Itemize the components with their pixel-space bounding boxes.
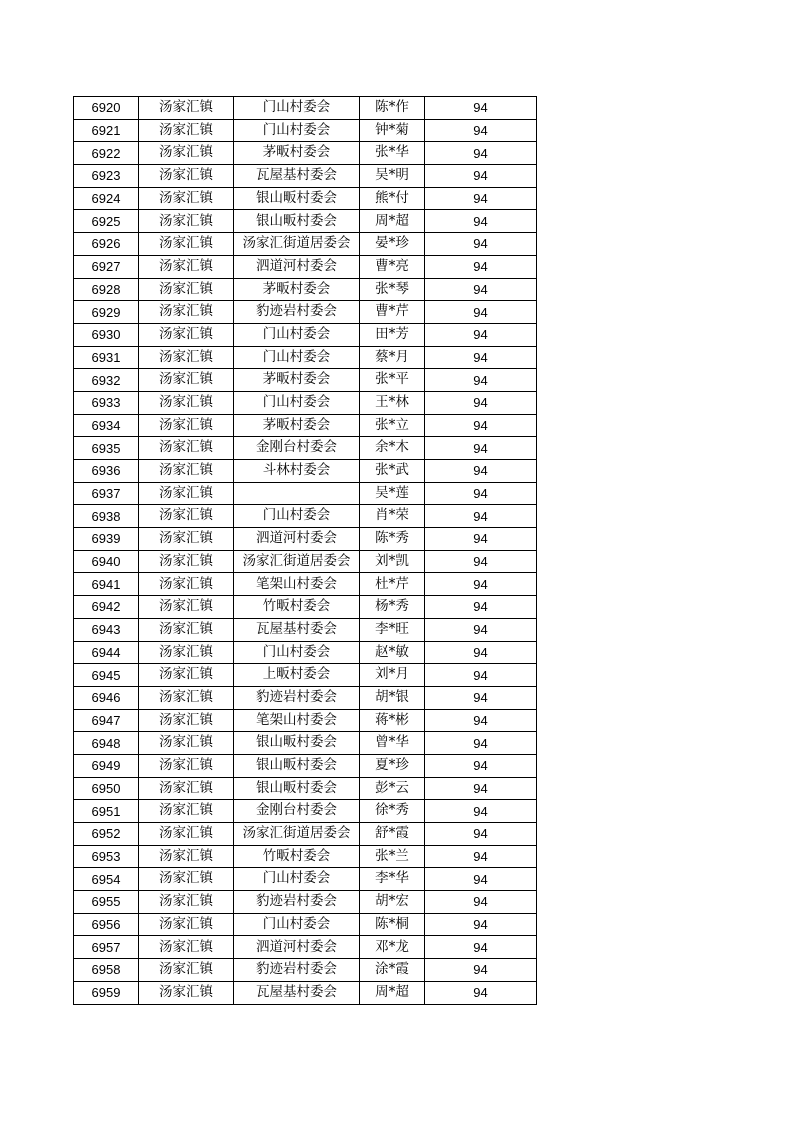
id-cell: 6935 — [74, 437, 139, 460]
committee-cell: 门山村委会 — [234, 323, 360, 346]
town-cell: 汤家汇镇 — [139, 618, 234, 641]
score-cell: 94 — [425, 301, 537, 324]
name-cell: 曹*芹 — [360, 301, 425, 324]
score-cell: 94 — [425, 369, 537, 392]
name-cell: 杨*秀 — [360, 596, 425, 619]
committee-cell: 上畈村委会 — [234, 664, 360, 687]
id-cell: 6938 — [74, 505, 139, 528]
name-cell: 赵*敏 — [360, 641, 425, 664]
score-cell: 94 — [425, 528, 537, 551]
table-row — [74, 868, 537, 891]
town-cell: 汤家汇镇 — [139, 664, 234, 687]
table-row — [74, 959, 537, 982]
table-row — [74, 346, 537, 369]
id-cell: 6950 — [74, 777, 139, 800]
id-cell: 6942 — [74, 596, 139, 619]
score-cell: 94 — [425, 505, 537, 528]
committee-cell: 豹迹岩村委会 — [234, 301, 360, 324]
table-row — [74, 233, 537, 256]
table-row — [74, 913, 537, 936]
table-row — [74, 709, 537, 732]
id-cell: 6923 — [74, 165, 139, 188]
score-cell: 94 — [425, 981, 537, 1004]
score-cell: 94 — [425, 550, 537, 573]
score-cell: 94 — [425, 346, 537, 369]
name-cell: 周*超 — [360, 210, 425, 233]
table-body — [74, 97, 537, 1005]
score-cell: 94 — [425, 165, 537, 188]
name-cell: 蔡*月 — [360, 346, 425, 369]
town-cell: 汤家汇镇 — [139, 323, 234, 346]
id-cell: 6957 — [74, 936, 139, 959]
name-cell: 张*兰 — [360, 845, 425, 868]
name-cell: 周*超 — [360, 981, 425, 1004]
committee-cell: 银山畈村委会 — [234, 754, 360, 777]
id-cell: 6922 — [74, 142, 139, 165]
score-cell: 94 — [425, 596, 537, 619]
committee-cell: 泗道河村委会 — [234, 528, 360, 551]
score-cell: 94 — [425, 573, 537, 596]
table-row — [74, 732, 537, 755]
id-cell: 6949 — [74, 754, 139, 777]
committee-cell: 汤家汇街道居委会 — [234, 823, 360, 846]
table-row — [74, 255, 537, 278]
table-row — [74, 845, 537, 868]
town-cell: 汤家汇镇 — [139, 187, 234, 210]
score-cell: 94 — [425, 891, 537, 914]
town-cell: 汤家汇镇 — [139, 891, 234, 914]
town-cell: 汤家汇镇 — [139, 868, 234, 891]
town-cell: 汤家汇镇 — [139, 233, 234, 256]
town-cell: 汤家汇镇 — [139, 142, 234, 165]
name-cell: 陈*作 — [360, 97, 425, 120]
committee-cell: 门山村委会 — [234, 119, 360, 142]
name-cell: 张*平 — [360, 369, 425, 392]
score-cell: 94 — [425, 119, 537, 142]
committee-cell: 银山畈村委会 — [234, 732, 360, 755]
committee-cell: 茅畈村委会 — [234, 369, 360, 392]
table-row — [74, 891, 537, 914]
score-cell: 94 — [425, 323, 537, 346]
name-cell: 舒*霞 — [360, 823, 425, 846]
score-cell: 94 — [425, 233, 537, 256]
name-cell: 刘*凯 — [360, 550, 425, 573]
town-cell: 汤家汇镇 — [139, 981, 234, 1004]
score-cell: 94 — [425, 414, 537, 437]
town-cell: 汤家汇镇 — [139, 165, 234, 188]
committee-cell: 门山村委会 — [234, 391, 360, 414]
name-cell: 蒋*彬 — [360, 709, 425, 732]
id-cell: 6954 — [74, 868, 139, 891]
table-row — [74, 550, 537, 573]
score-cell: 94 — [425, 936, 537, 959]
score-cell: 94 — [425, 709, 537, 732]
committee-cell: 茅畈村委会 — [234, 278, 360, 301]
score-cell: 94 — [425, 278, 537, 301]
score-cell: 94 — [425, 210, 537, 233]
id-cell: 6955 — [74, 891, 139, 914]
table-row — [74, 664, 537, 687]
committee-cell: 豹迹岩村委会 — [234, 686, 360, 709]
name-cell: 涂*霞 — [360, 959, 425, 982]
name-cell: 吴*莲 — [360, 482, 425, 505]
town-cell: 汤家汇镇 — [139, 936, 234, 959]
town-cell: 汤家汇镇 — [139, 346, 234, 369]
table-row — [74, 460, 537, 483]
id-cell: 6936 — [74, 460, 139, 483]
score-cell: 94 — [425, 255, 537, 278]
table-row — [74, 482, 537, 505]
score-cell: 94 — [425, 641, 537, 664]
name-cell: 邓*龙 — [360, 936, 425, 959]
committee-cell: 瓦屋基村委会 — [234, 165, 360, 188]
name-cell: 彭*云 — [360, 777, 425, 800]
town-cell: 汤家汇镇 — [139, 550, 234, 573]
table-row — [74, 391, 537, 414]
table-row — [74, 187, 537, 210]
name-cell: 张*华 — [360, 142, 425, 165]
id-cell: 6956 — [74, 913, 139, 936]
table-row — [74, 210, 537, 233]
score-cell: 94 — [425, 913, 537, 936]
town-cell: 汤家汇镇 — [139, 505, 234, 528]
name-cell: 吴*明 — [360, 165, 425, 188]
committee-cell: 瓦屋基村委会 — [234, 618, 360, 641]
town-cell: 汤家汇镇 — [139, 732, 234, 755]
name-cell: 晏*珍 — [360, 233, 425, 256]
committee-cell: 茅畈村委会 — [234, 414, 360, 437]
id-cell: 6940 — [74, 550, 139, 573]
score-cell: 94 — [425, 187, 537, 210]
id-cell: 6925 — [74, 210, 139, 233]
name-cell: 余*木 — [360, 437, 425, 460]
town-cell: 汤家汇镇 — [139, 97, 234, 120]
name-cell: 田*芳 — [360, 323, 425, 346]
score-cell: 94 — [425, 845, 537, 868]
id-cell: 6926 — [74, 233, 139, 256]
data-table — [73, 96, 537, 1005]
committee-cell: 银山畈村委会 — [234, 777, 360, 800]
name-cell: 刘*月 — [360, 664, 425, 687]
committee-cell: 笔架山村委会 — [234, 573, 360, 596]
committee-cell: 银山畈村委会 — [234, 210, 360, 233]
table-row — [74, 437, 537, 460]
name-cell: 徐*秀 — [360, 800, 425, 823]
name-cell: 张*武 — [360, 460, 425, 483]
town-cell: 汤家汇镇 — [139, 482, 234, 505]
committee-cell: 豹迹岩村委会 — [234, 959, 360, 982]
town-cell: 汤家汇镇 — [139, 414, 234, 437]
table-row — [74, 278, 537, 301]
name-cell: 李*华 — [360, 868, 425, 891]
score-cell: 94 — [425, 482, 537, 505]
id-cell: 6929 — [74, 301, 139, 324]
score-cell: 94 — [425, 868, 537, 891]
committee-cell — [234, 482, 360, 505]
id-cell: 6931 — [74, 346, 139, 369]
id-cell: 6948 — [74, 732, 139, 755]
table-row — [74, 301, 537, 324]
town-cell: 汤家汇镇 — [139, 823, 234, 846]
id-cell: 6946 — [74, 686, 139, 709]
id-cell: 6944 — [74, 641, 139, 664]
table-row — [74, 596, 537, 619]
table-row — [74, 754, 537, 777]
town-cell: 汤家汇镇 — [139, 596, 234, 619]
table-row — [74, 936, 537, 959]
town-cell: 汤家汇镇 — [139, 754, 234, 777]
table-row — [74, 165, 537, 188]
town-cell: 汤家汇镇 — [139, 119, 234, 142]
table-row — [74, 323, 537, 346]
table-row — [74, 777, 537, 800]
id-cell: 6928 — [74, 278, 139, 301]
id-cell: 6941 — [74, 573, 139, 596]
name-cell: 胡*宏 — [360, 891, 425, 914]
score-cell: 94 — [425, 391, 537, 414]
town-cell: 汤家汇镇 — [139, 210, 234, 233]
id-cell: 6959 — [74, 981, 139, 1004]
id-cell: 6958 — [74, 959, 139, 982]
committee-cell: 豹迹岩村委会 — [234, 891, 360, 914]
town-cell: 汤家汇镇 — [139, 686, 234, 709]
table-row — [74, 800, 537, 823]
town-cell: 汤家汇镇 — [139, 391, 234, 414]
town-cell: 汤家汇镇 — [139, 845, 234, 868]
name-cell: 夏*珍 — [360, 754, 425, 777]
id-cell: 6930 — [74, 323, 139, 346]
id-cell: 6939 — [74, 528, 139, 551]
score-cell: 94 — [425, 460, 537, 483]
name-cell: 王*林 — [360, 391, 425, 414]
score-cell: 94 — [425, 142, 537, 165]
id-cell: 6952 — [74, 823, 139, 846]
committee-cell: 门山村委会 — [234, 505, 360, 528]
committee-cell: 汤家汇街道居委会 — [234, 233, 360, 256]
score-cell: 94 — [425, 686, 537, 709]
town-cell: 汤家汇镇 — [139, 460, 234, 483]
table-row — [74, 528, 537, 551]
score-cell: 94 — [425, 754, 537, 777]
town-cell: 汤家汇镇 — [139, 641, 234, 664]
committee-cell: 汤家汇街道居委会 — [234, 550, 360, 573]
town-cell: 汤家汇镇 — [139, 777, 234, 800]
name-cell: 熊*付 — [360, 187, 425, 210]
town-cell: 汤家汇镇 — [139, 255, 234, 278]
score-cell: 94 — [425, 800, 537, 823]
name-cell: 曹*亮 — [360, 255, 425, 278]
name-cell: 陈*秀 — [360, 528, 425, 551]
score-cell: 94 — [425, 732, 537, 755]
name-cell: 肖*荣 — [360, 505, 425, 528]
name-cell: 张*琴 — [360, 278, 425, 301]
town-cell: 汤家汇镇 — [139, 437, 234, 460]
committee-cell: 斗林村委会 — [234, 460, 360, 483]
table-row — [74, 119, 537, 142]
score-cell: 94 — [425, 823, 537, 846]
score-cell: 94 — [425, 618, 537, 641]
town-cell: 汤家汇镇 — [139, 528, 234, 551]
table-row — [74, 414, 537, 437]
score-cell: 94 — [425, 97, 537, 120]
table-row — [74, 142, 537, 165]
id-cell: 6921 — [74, 119, 139, 142]
committee-cell: 门山村委会 — [234, 913, 360, 936]
committee-cell: 金刚台村委会 — [234, 800, 360, 823]
committee-cell: 茅畈村委会 — [234, 142, 360, 165]
table-row — [74, 369, 537, 392]
name-cell: 张*立 — [360, 414, 425, 437]
committee-cell: 泗道河村委会 — [234, 255, 360, 278]
table-row — [74, 618, 537, 641]
id-cell: 6943 — [74, 618, 139, 641]
town-cell: 汤家汇镇 — [139, 709, 234, 732]
committee-cell: 瓦屋基村委会 — [234, 981, 360, 1004]
town-cell: 汤家汇镇 — [139, 369, 234, 392]
table-row — [74, 641, 537, 664]
committee-cell: 门山村委会 — [234, 346, 360, 369]
id-cell: 6947 — [74, 709, 139, 732]
committee-cell: 竹畈村委会 — [234, 845, 360, 868]
town-cell: 汤家汇镇 — [139, 800, 234, 823]
name-cell: 杜*芹 — [360, 573, 425, 596]
table-row — [74, 981, 537, 1004]
score-cell: 94 — [425, 959, 537, 982]
id-cell: 6920 — [74, 97, 139, 120]
score-cell: 94 — [425, 437, 537, 460]
table-row — [74, 505, 537, 528]
committee-cell: 泗道河村委会 — [234, 936, 360, 959]
name-cell: 钟*菊 — [360, 119, 425, 142]
score-cell: 94 — [425, 664, 537, 687]
name-cell: 胡*银 — [360, 686, 425, 709]
name-cell: 曾*华 — [360, 732, 425, 755]
committee-cell: 门山村委会 — [234, 641, 360, 664]
table-row — [74, 573, 537, 596]
town-cell: 汤家汇镇 — [139, 573, 234, 596]
committee-cell: 竹畈村委会 — [234, 596, 360, 619]
committee-cell: 银山畈村委会 — [234, 187, 360, 210]
town-cell: 汤家汇镇 — [139, 301, 234, 324]
committee-cell: 门山村委会 — [234, 97, 360, 120]
committee-cell: 门山村委会 — [234, 868, 360, 891]
id-cell: 6924 — [74, 187, 139, 210]
id-cell: 6953 — [74, 845, 139, 868]
table-row — [74, 686, 537, 709]
town-cell: 汤家汇镇 — [139, 959, 234, 982]
town-cell: 汤家汇镇 — [139, 913, 234, 936]
table-row — [74, 97, 537, 120]
committee-cell: 金刚台村委会 — [234, 437, 360, 460]
id-cell: 6934 — [74, 414, 139, 437]
id-cell: 6932 — [74, 369, 139, 392]
id-cell: 6945 — [74, 664, 139, 687]
table-row — [74, 823, 537, 846]
score-cell: 94 — [425, 777, 537, 800]
id-cell: 6927 — [74, 255, 139, 278]
name-cell: 陈*桐 — [360, 913, 425, 936]
town-cell: 汤家汇镇 — [139, 278, 234, 301]
id-cell: 6933 — [74, 391, 139, 414]
id-cell: 6951 — [74, 800, 139, 823]
committee-cell: 笔架山村委会 — [234, 709, 360, 732]
name-cell: 李*旺 — [360, 618, 425, 641]
id-cell: 6937 — [74, 482, 139, 505]
